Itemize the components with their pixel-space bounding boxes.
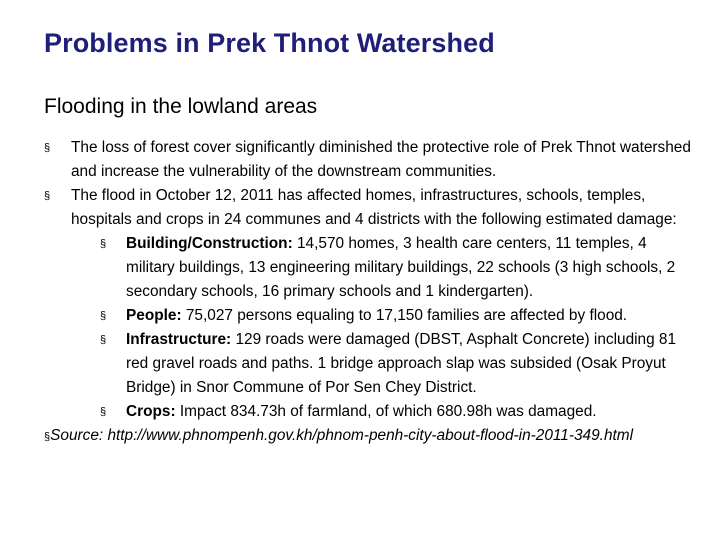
sub-bullet-text: 75,027 persons equaling to 17,150 families are affected by flood. [181, 307, 628, 324]
sub-bullet-text: 14,570 homes, 3 health care centers, 11 temples, 4 military buildings, 13 engineering military buildings, 22 schools (3 high schools, 2 secondary schools, 16 primary schools and 1 kindergarten). [126, 235, 676, 300]
bullet-marker: § [100, 238, 107, 250]
bullet-text: The flood in October 12, 2011 has affected homes, infrastructures, schools, temples, hospitals and crops in 24 communes and 4 districts with the following estimated damage: [71, 187, 677, 228]
sub-bullet-label: Building/Construction: [126, 235, 293, 252]
bullet-marker: § [44, 190, 51, 202]
bullet-marker: § [100, 406, 107, 418]
bullet-item [44, 184, 694, 232]
bullet-marker: § [100, 310, 107, 322]
source-text: Source: http://www.phnompenh.gov.kh/phnom-penh-city-about-flood-in-2011-349.html [50, 427, 634, 444]
bullet-item [44, 136, 694, 184]
sub-bullet-label: Infrastructure: [126, 331, 232, 348]
sub-bullet-item [44, 232, 694, 304]
sub-bullet-label: Crops: [126, 403, 176, 420]
bullet-marker: § [100, 334, 107, 346]
page-title: Problems in Prek Thnot Watershed [44, 28, 495, 58]
bullet-text: The loss of forest cover significantly diminished the protective role of Prek Thnot watershed and increase the vulnerability of the downstream communities. [71, 139, 691, 180]
sub-bullet-item [44, 328, 694, 400]
sub-bullet-text: 129 roads were damaged (DBST, Asphalt Concrete) including 81 red gravel roads and paths. 1 bridge approach slap was subsided (Osak Proyut Bridge) in Snor Commune of Por Sen Chey District. [126, 331, 677, 396]
source-note [44, 424, 694, 449]
bullet-marker: § [44, 431, 51, 443]
bullet-marker: § [44, 142, 51, 154]
sub-bullet-item [44, 304, 694, 328]
page-subtitle: Flooding in the lowland areas [44, 95, 318, 118]
sub-bullet-label: People: [126, 307, 182, 324]
slide-body [44, 136, 694, 449]
sub-bullet-item [44, 400, 694, 424]
sub-bullet-text: Impact 834.73h of farmland, of which 680.98h was damaged. [175, 403, 597, 420]
